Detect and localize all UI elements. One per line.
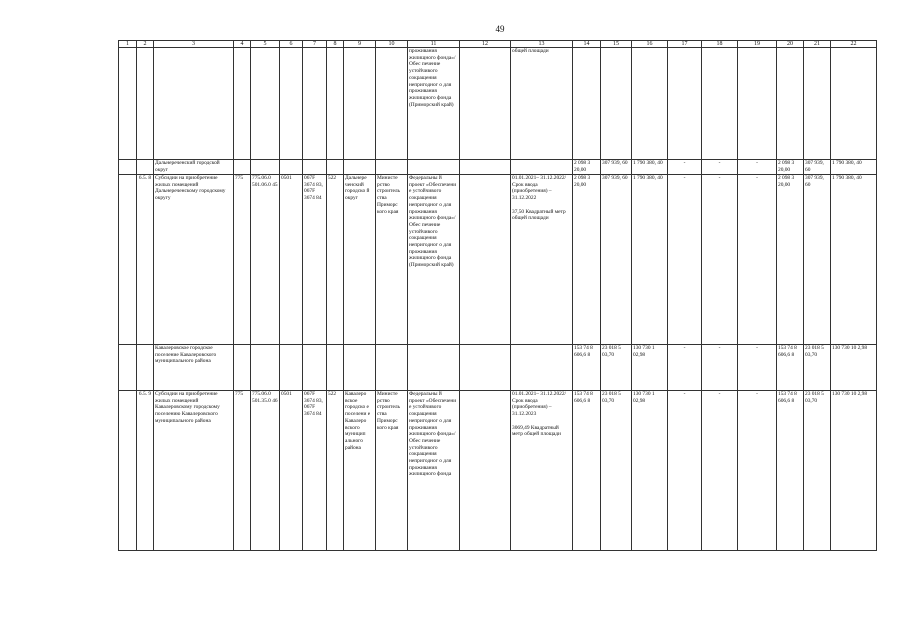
table-cell-col-8 [327,160,344,175]
table-cell-col-9 [344,160,376,175]
table-cell-col-22: 130 730 10 2,98 [831,391,877,551]
table-cell-col-19: - [738,345,777,391]
table-cell-col-12 [460,391,511,551]
table-row [119,345,877,391]
column-number-11: 11 [408,41,460,48]
table-cell-col-14 [573,48,601,160]
table-cell-col-2 [137,48,154,160]
table-row [119,391,877,551]
table-row [119,48,877,160]
table-cell-col-17: - [668,160,702,175]
column-number-1: 1 [119,41,137,48]
column-number-4: 4 [234,41,251,48]
table-cell-col-22: 130 730 10 2,98 [831,345,877,391]
table-cell-col-15: 307 939, 60 [601,160,632,175]
column-number-8: 8 [327,41,344,48]
table-cell-col-2 [137,160,154,175]
column-number-17: 17 [668,41,702,48]
table-cell-col-9 [344,345,376,391]
table-cell-col-19: - [738,160,777,175]
table-cell-col-21: 307 939, 60 [804,160,831,175]
table-cell-col-4: 775 [234,391,251,551]
table-cell-col-6: 0501 [280,391,303,551]
table-cell-col-20 [777,48,804,160]
table-cell-col-18: - [702,345,738,391]
table-cell-col-6 [280,160,303,175]
page-number: 49 [495,24,505,34]
table-cell-col-8: 522 [327,175,344,345]
table-cell-col-5 [251,345,280,391]
table-cell-col-10: Министе рство строитель ства Приморс кого края [376,175,408,345]
table-cell-col-8 [327,345,344,391]
table-cell-col-13: 01.01.2021– 31.12.2022/ Срок ввода (приобретения) – 31.12.2022 37,50 Квадратный метр общей площади [511,175,573,345]
column-number-6: 6 [280,41,303,48]
table-cell-col-13 [511,345,573,391]
table-cell-col-11: Федеральны й проект «Обеспечени е устойчивого сокращения непригодног о для проживания жилищного фонда»/Обес печение устойчивого сокращения непригодног о для проживания жилищного фонда (Приморский край) [408,175,460,345]
table-cell-col-16: 1 790 380, 40 [632,160,668,175]
table-cell-col-17: - [668,345,702,391]
table-cell-col-2 [137,345,154,391]
table-cell-col-3: Субсидии на приобретение жилых помещений Дальнереченскому городскому округу [154,175,234,345]
column-number-20: 20 [777,41,804,48]
table-cell-col-14: 153 74 8 606,6 8 [573,391,601,551]
table-cell-col-6 [280,48,303,160]
table-cell-col-17: - [668,175,702,345]
table-cell-col-15 [601,48,632,160]
table-cell-col-7 [303,48,327,160]
table-cell-col-15: 23 018 5 03,70 [601,345,632,391]
table-cell-col-9 [344,48,376,160]
table-cell-col-1 [119,160,137,175]
table-cell-col-10: Министе рство строитель ства Приморс кого края [376,391,408,551]
table-cell-col-21: 307 939, 60 [804,175,831,345]
table-cell-col-21: 23 018 5 03,70 [804,391,831,551]
table-cell-col-8 [327,48,344,160]
table-cell-col-4 [234,160,251,175]
column-number-13: 13 [511,41,573,48]
table-cell-col-8: 522 [327,391,344,551]
table-cell-col-18: - [702,160,738,175]
table-cell-col-19: - [738,175,777,345]
table-cell-col-17: - [668,391,702,551]
column-number-19: 19 [738,41,777,48]
table-cell-col-7: 067F 3674 83, 067F 3674 84 [303,175,327,345]
table-row [119,160,877,175]
table-cell-col-20: 153 74 8 606,6 8 [777,391,804,551]
table-cell-col-13: 01.01.2021– 31.12.2022/ Срок ввода (приобретения) – 31.12.2023 3069,49 Квадратный метр общей площади [511,391,573,551]
table-cell-col-2: 6.5. 9 [137,391,154,551]
table-cell-col-2: 6.5. 8 [137,175,154,345]
column-number-21: 21 [804,41,831,48]
column-number-5: 5 [251,41,280,48]
table-cell-col-14: 2 098 3 20,00 [573,160,601,175]
table-cell-col-15: 307 939, 60 [601,175,632,345]
table-cell-col-13: общей площади [511,48,573,160]
table-cell-col-9: Кавалеро вское городско е поселени е Кавалеро вского муницип ального района [344,391,376,551]
table-cell-col-16: 130 730 1 02,98 [632,345,668,391]
table-cell-col-22: 1 790 380, 40 [831,160,877,175]
table-cell-col-3: Субсидии на приобретение жилых помещений Кавалеровскому городскому поселению Кавалеровского муниципального района [154,391,234,551]
table-cell-col-7 [303,345,327,391]
table-cell-col-11 [408,160,460,175]
table-cell-col-12 [460,175,511,345]
table-cell-col-10 [376,48,408,160]
table-cell-col-5 [251,160,280,175]
table-cell-col-18: - [702,391,738,551]
table-cell-col-3 [154,48,234,160]
table-cell-col-11 [408,345,460,391]
table-cell-col-3: Кавалеровское городское поселение Кавалеровского муниципального района [154,345,234,391]
table-cell-col-7: 067F 3674 83, 067F 3674 84 [303,391,327,551]
table-cell-col-9: Дальнере ченский городско й округ [344,175,376,345]
column-number-3: 3 [154,41,234,48]
table-cell-col-12 [460,48,511,160]
table-cell-col-12 [460,345,511,391]
table-cell-col-15: 23 018 5 03,70 [601,391,632,551]
table-cell-col-6: 0501 [280,175,303,345]
table-cell-col-1 [119,345,137,391]
column-number-18: 18 [702,41,738,48]
table-cell-col-12 [460,160,511,175]
table-cell-col-7 [303,160,327,175]
column-number-2: 2 [137,41,154,48]
column-number-9: 9 [344,41,376,48]
table-cell-col-4 [234,345,251,391]
table-cell-col-20: 2 098 3 20,00 [777,175,804,345]
table-cell-col-21 [804,48,831,160]
table-cell-col-13 [511,160,573,175]
table-cell-col-17 [668,48,702,160]
table-cell-col-5: 775.06.0 501.06.0 45 [251,175,280,345]
table-cell-col-18: - [702,175,738,345]
table-cell-col-14: 153 74 8 606,6 8 [573,345,601,391]
table-cell-col-19 [738,48,777,160]
table-cell-col-16 [632,48,668,160]
table-cell-col-11: проживания жилищного фонда»/Обес печение устойчивого сокращения непригодног о для проживания жилищного фонда (Приморский край) [408,48,460,160]
column-number-10: 10 [376,41,408,48]
table-cell-col-4 [234,48,251,160]
table-cell-col-16: 130 730 1 02,98 [632,391,668,551]
table-cell-col-6 [280,345,303,391]
table-cell-col-3: Дальнереченский городской округ [154,160,234,175]
table-cell-col-1 [119,175,137,345]
table-cell-col-1 [119,48,137,160]
table-cell-col-1 [119,391,137,551]
column-number-7: 7 [303,41,327,48]
table-cell-col-22: 1 790 380, 40 [831,175,877,345]
column-number-15: 15 [601,41,632,48]
column-number-14: 14 [573,41,601,48]
table-cell-col-10 [376,345,408,391]
table-cell-col-19: - [738,391,777,551]
table-cell-col-10 [376,160,408,175]
table-cell-col-5: 775.06.0 501.35.0 46 [251,391,280,551]
column-number-22: 22 [831,41,877,48]
table-cell-col-20: 2 098 3 20,00 [777,160,804,175]
column-number-row [119,41,877,48]
table-cell-col-16: 1 790 380, 40 [632,175,668,345]
table-cell-col-14: 2 098 3 20,00 [573,175,601,345]
column-number-16: 16 [632,41,668,48]
table-cell-col-11: Федеральны й проект «Обеспечени е устойчивого сокращения непригодног о для проживания жилищного фонда»/Обес печение устойчивого сокращения непригодног о для проживания жилищного фонда [408,391,460,551]
table-cell-col-22 [831,48,877,160]
column-number-12: 12 [460,41,511,48]
table-cell-col-18 [702,48,738,160]
budget-table [118,40,877,551]
table-cell-col-21: 23 018 5 03,70 [804,345,831,391]
table-cell-col-20: 153 74 8 606,6 8 [777,345,804,391]
table-cell-col-4: 775 [234,175,251,345]
table-row [119,175,877,345]
table-body [119,41,877,551]
table-cell-col-5 [251,48,280,160]
